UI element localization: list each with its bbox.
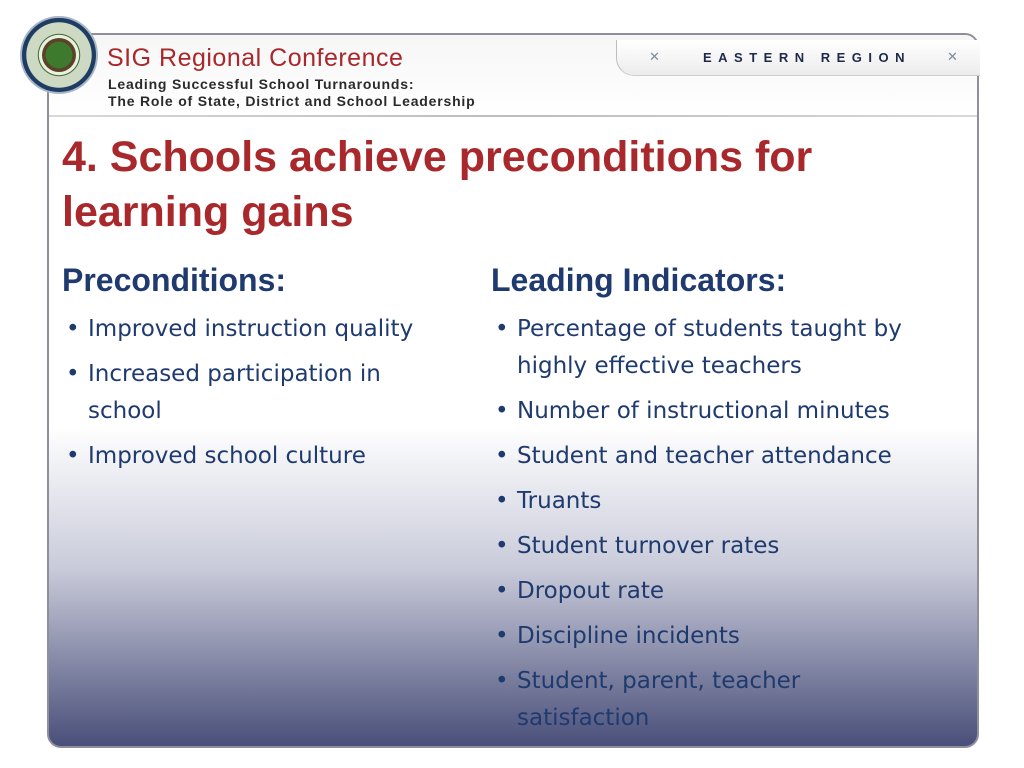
list-item: • Improved school culture (62, 438, 462, 475)
star-icon: ✕ (649, 49, 660, 64)
leading-indicators-list (491, 311, 961, 737)
list-item: • Increased participation in school (62, 356, 428, 430)
list-item: • Number of instructional minutes (491, 393, 961, 430)
preconditions-list (62, 311, 462, 475)
preconditions-heading: Preconditions: (62, 262, 287, 298)
department-seal-icon (20, 16, 98, 94)
subtitle-line-2: The Role of State, District and School Leadership (108, 93, 476, 109)
leading-indicators-column (491, 262, 961, 745)
subtitle-line-1: Leading Successful School Turnarounds: (108, 76, 415, 92)
header-divider (49, 115, 977, 117)
list-item: • Improved instruction quality (62, 311, 462, 348)
star-icon: ✕ (947, 49, 958, 64)
region-tab (616, 40, 980, 76)
conference-title: SIG Regional Conference (107, 44, 404, 72)
list-item: • Student turnover rates (491, 528, 961, 565)
seal-tree-icon (42, 38, 76, 72)
preconditions-column (62, 262, 462, 483)
leading-indicators-heading: Leading Indicators: (491, 262, 787, 298)
list-item: • Truants (491, 483, 961, 520)
list-item: • Student and teacher attendance (491, 438, 961, 475)
conference-subtitle (108, 76, 475, 110)
region-label: EASTERN REGION (703, 50, 912, 65)
slide-title: 4. Schools achieve preconditions for learning gains (62, 133, 813, 236)
list-item: • Percentage of students taught by highly effective teachers (491, 311, 947, 385)
list-item: • Discipline incidents (491, 618, 961, 655)
list-item: • Student, parent, teacher satisfaction (491, 663, 857, 737)
list-item: • Dropout rate (491, 573, 961, 610)
